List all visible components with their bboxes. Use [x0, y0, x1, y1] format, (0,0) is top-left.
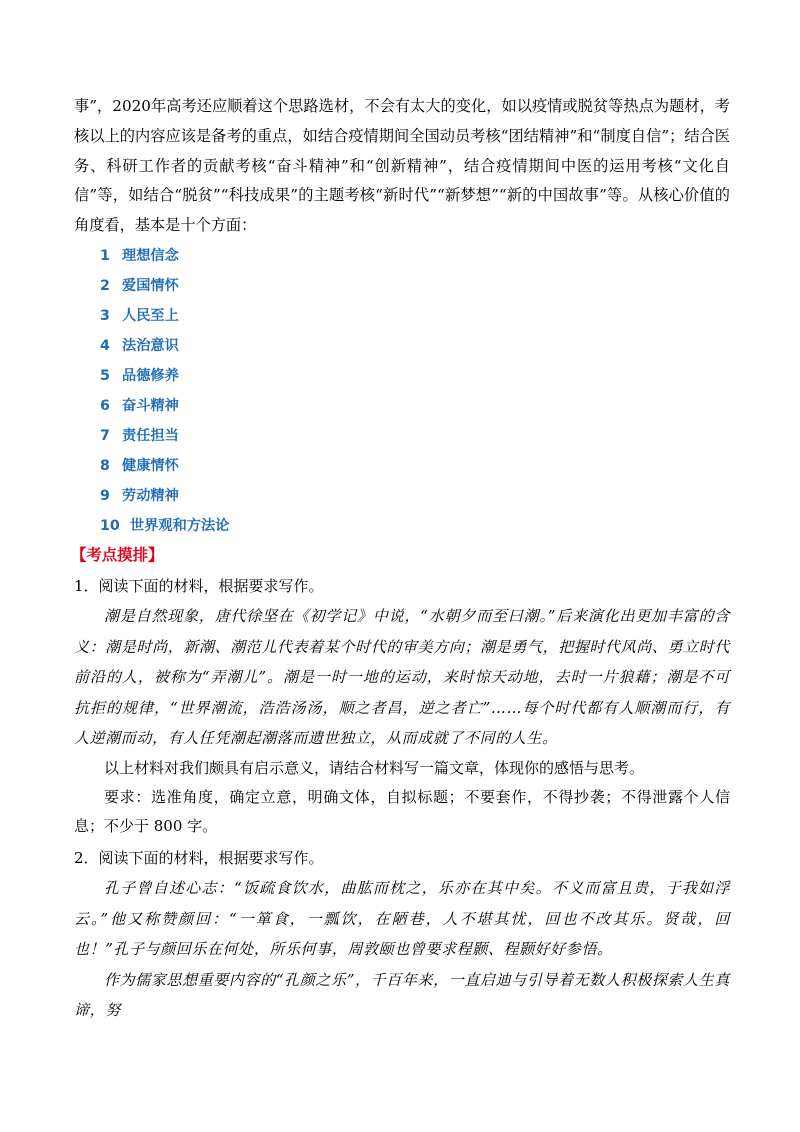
list-label: 理想信念 — [122, 247, 179, 264]
list-number: 8 — [100, 457, 110, 474]
question-1-requirement: 要求：选准角度，确定立意，明确文体，自拟标题；不要套作，不得抄袭；不得泄露个人信息；不少于 800 字。 — [74, 787, 730, 835]
list-number: 1 — [100, 247, 110, 264]
list-number: 10 — [100, 517, 120, 534]
list-item — [100, 511, 730, 541]
section-heading: 【考点摸排】 — [71, 545, 164, 564]
list-number: 3 — [100, 307, 110, 324]
list-number: 9 — [100, 487, 110, 504]
question-1-material: 潮是自然现象，唐代徐坚在《初学记》中说，“水朝夕而至曰潮。”后来演化出更加丰富的含义：潮是时尚，新潮、潮范儿代表着某个时代的审美方向；潮是勇气，把握时代风尚、勇立时代前沿的人，被称为“弄潮儿”。潮是一时一地的运动，来时惊天动地，去时一片狼藉；潮是不可抗拒的规律，“世界潮流，浩浩汤汤，顺之者昌，逆之者亡”……每个时代都有人顺潮而行，有人逆潮而动，有人任凭潮起潮落而遗世独立，从而成就了不同的人生。 — [74, 606, 730, 748]
list-label: 人民至上 — [122, 307, 179, 324]
list-item — [100, 361, 730, 391]
list-item — [100, 271, 730, 301]
list-number: 4 — [100, 337, 110, 354]
question-2-material: 孔子曾自述心志：“饭疏食饮水，曲肱而枕之，乐亦在其中矣。不义而富且贵，于我如浮云。”他又称赞颜回：“一箪食，一瓢饮，在陋巷，人不堪其忧，回也不改其乐。贤哉，回也！”孔子与颜回乐在何处，所乐何事，周敦颐也曾要求程颢、程颢好好参悟。 — [74, 878, 730, 959]
list-item — [100, 241, 730, 271]
question-2-prompt: 2．阅读下面的材料，根据要求写作。 — [74, 848, 324, 867]
list-label: 法治意识 — [122, 337, 179, 354]
list-number: 6 — [100, 397, 110, 414]
list-number: 5 — [100, 367, 110, 384]
question-1-prompt: 1．阅读下面的材料，根据要求写作。 — [74, 576, 324, 595]
question-1-instruction: 以上材料对我们颇具有启示意义，请结合材料写一篇文章，体现你的感悟与思考。 — [104, 758, 645, 777]
list-label: 奋斗精神 — [122, 397, 179, 414]
list-item — [100, 301, 730, 331]
list-item — [100, 481, 730, 511]
document-page — [71, 92, 730, 1026]
list-item — [100, 391, 730, 421]
question-2-material-continued: 作为儒家思想重要内容的“孔颜之乐”，千百年来，一直启迪与引导着无数人积极探索人生真谛，努 — [74, 970, 730, 1020]
list-item — [100, 331, 730, 361]
list-label: 健康情怀 — [122, 457, 179, 474]
list-label: 劳动精神 — [122, 487, 179, 504]
list-number: 7 — [100, 427, 110, 444]
intro-paragraph: 事”，2020年高考还应顺着这个思路选材，不会有太大的变化，如以疫情或脱贫等热点为题材，考核以上的内容应该是备考的重点，如结合疫情期间全国动员考核“团结精神”和“制度自信”；结合医务、科研工作者的贡献考核“奋斗精神”和“创新精神”，结合疫情期间中医的运用考核“文化自信”等，如结合“脱贫”“科技成果”的主题考核“新时代”“新梦想”“新的中国故事”等。从核心价值的角度看，基本是十个方面： — [74, 97, 730, 235]
list-label: 爱国情怀 — [122, 277, 179, 294]
list-label: 责任担当 — [122, 427, 179, 444]
list-item — [100, 421, 730, 451]
list-label: 品德修养 — [122, 367, 179, 384]
list-number: 2 — [100, 277, 110, 294]
core-values-list — [74, 241, 730, 541]
list-item — [100, 451, 730, 481]
list-label: 世界观和方法论 — [130, 517, 230, 534]
